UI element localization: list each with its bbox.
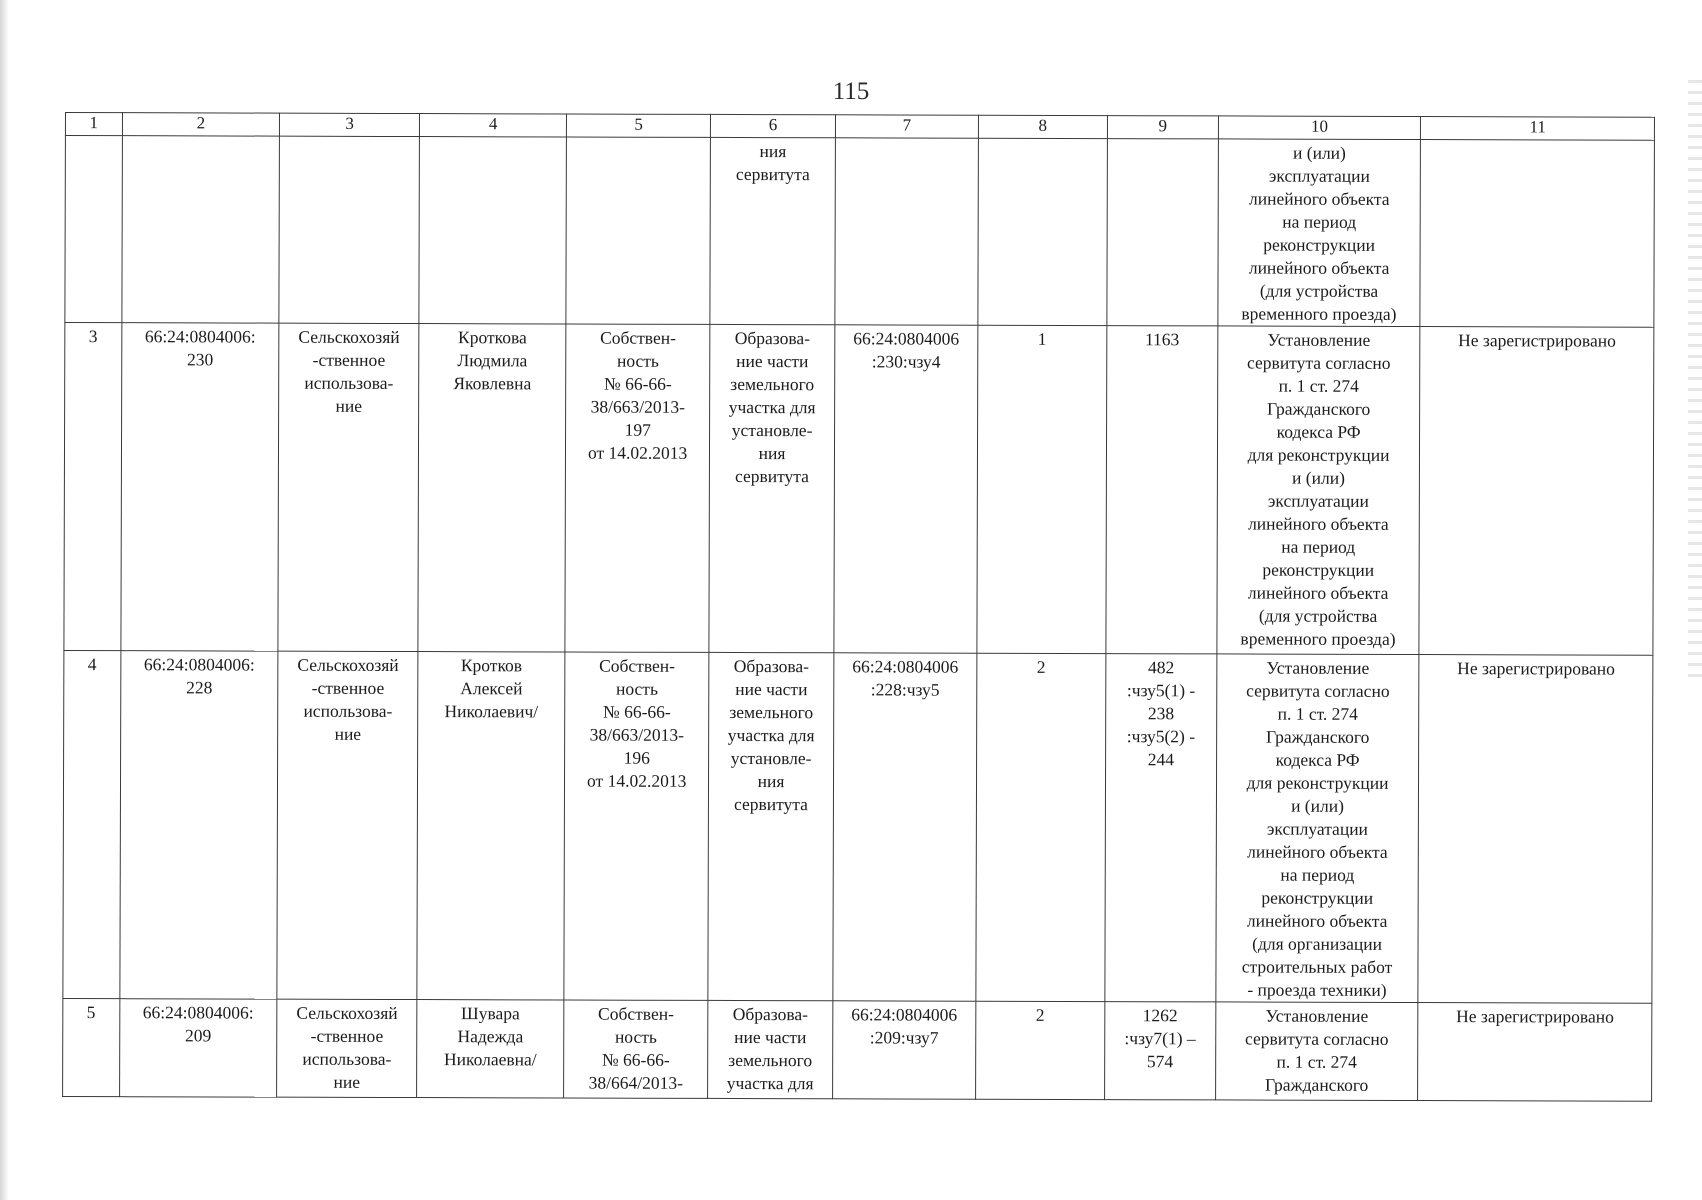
cell-grounds: Установление сервитута согласно п. 1 ст. 274 Гражданского кодекса РФ для реконструкции и (или) эксплуатации линейного объекта на период реконструкции линейного объекта (для организации строительных работ - проезда техники) — [1216, 654, 1420, 1003]
header-col-7: 7 — [835, 115, 978, 138]
cell-registration — [1420, 140, 1654, 328]
cell-purpose: Образова- ние части земельного участка для — [708, 1000, 833, 1098]
cell-cadastral-number: 66:24:0804006: 228 — [119, 651, 278, 999]
cell-row-number — [65, 136, 122, 323]
page-number: 115 — [832, 78, 870, 105]
cell-registration: Не зарегистрировано — [1418, 1003, 1652, 1102]
table-row — [65, 136, 1655, 328]
cell-row-number: 4 — [63, 650, 121, 998]
cell-owner: Шувара Надежда Николаевна/ — [417, 1000, 564, 1098]
cell-right: Собствен- ность № 66-66- 38/663/2013- 196 от 14.02.2013 — [564, 652, 709, 1000]
cell-purpose: Образова- ние части земельного участка для установле- ния сервитута — [708, 652, 834, 1000]
cell-right: Собствен- ность № 66-66- 38/664/2013- — [564, 1000, 708, 1098]
cell-parts-count: 2 — [975, 1001, 1104, 1099]
cell-part-number: 66:24:0804006 :228:чзу5 — [833, 653, 977, 1001]
cell-owner — [419, 137, 567, 324]
cell-area: 1163 — [1106, 326, 1218, 654]
scan-edge-right — [1688, 80, 1702, 680]
header-col-10: 10 — [1218, 116, 1421, 140]
cell-grounds: Установление сервитута согласно п. 1 ст. 274 Гражданского — [1215, 1002, 1418, 1101]
header-col-6: 6 — [711, 114, 836, 137]
cell-row-number: 3 — [64, 323, 121, 651]
cell-area: 1262 :чзу7(1) – 574 — [1104, 1002, 1215, 1100]
cell-land-use: Сельскохозяй -ственное использова- ние — [277, 651, 418, 999]
cell-parts-count: 2 — [976, 653, 1106, 1001]
cell-part-number: 66:24:0804006 :230:чзу4 — [834, 325, 978, 653]
header-col-2: 2 — [122, 113, 280, 136]
cell-owner: Кроткова Людмила Яковлевна — [418, 324, 566, 652]
cell-right: Собствен- ность № 66-66- 38/663/2013- 197 от 14.02.2013 — [565, 324, 710, 652]
header-col-11: 11 — [1421, 117, 1655, 141]
table-row — [63, 650, 1653, 1003]
cell-purpose: Образова- ние части земельного участка для установле- ния сервитута — [709, 324, 835, 652]
cell-cadastral-number — [121, 136, 279, 323]
cell-cadastral-number: 66:24:0804006: 209 — [119, 999, 277, 1097]
cell-parts-count — [978, 138, 1108, 325]
cell-land-use: Сельскохозяй -ственное использова- ние — [277, 999, 417, 1097]
table-row — [63, 998, 1652, 1101]
table-row — [64, 323, 1654, 656]
cell-purpose: ния сервитута — [710, 137, 835, 324]
header-col-5: 5 — [567, 114, 711, 137]
cell-grounds: Установление сервитута согласно п. 1 ст. 274 Гражданского кодекса РФ для реконструкции и (или) эксплуатации линейного объекта на период реконструкции линейного объекта (для устройства временного проезда) — [1217, 326, 1421, 655]
cell-part-number: 66:24:0804006 :209:чзу7 — [833, 1001, 976, 1099]
cell-land-use: Сельскохозяй -ственное использова- ние — [278, 323, 419, 651]
scan-edge-left — [0, 0, 9, 1200]
cell-part-number — [835, 138, 978, 325]
cell-parts-count: 1 — [977, 325, 1107, 653]
cell-registration: Не зарегистрировано — [1418, 655, 1653, 1004]
cell-land-use — [279, 136, 419, 323]
header-col-4: 4 — [419, 114, 566, 137]
cell-cadastral-number: 66:24:0804006: 230 — [120, 323, 279, 651]
cell-right — [566, 137, 711, 324]
header-col-3: 3 — [280, 113, 420, 136]
cell-owner: Кротков Алексей Николаевич/ — [417, 652, 565, 1000]
header-col-8: 8 — [978, 115, 1107, 138]
register-table — [62, 112, 1655, 1102]
header-col-1: 1 — [65, 113, 122, 136]
header-col-9: 9 — [1107, 116, 1218, 139]
cell-area: 482 :чзу5(1) - 238 :чзу5(2) - 244 — [1105, 654, 1217, 1002]
cell-grounds: и (или) эксплуатации линейного объекта на период реконструкции линейного объекта (для устройства временного проезда) — [1218, 139, 1421, 327]
cell-area — [1107, 139, 1218, 326]
cell-registration: Не зарегистрировано — [1419, 327, 1654, 656]
cell-row-number: 5 — [63, 998, 120, 1096]
